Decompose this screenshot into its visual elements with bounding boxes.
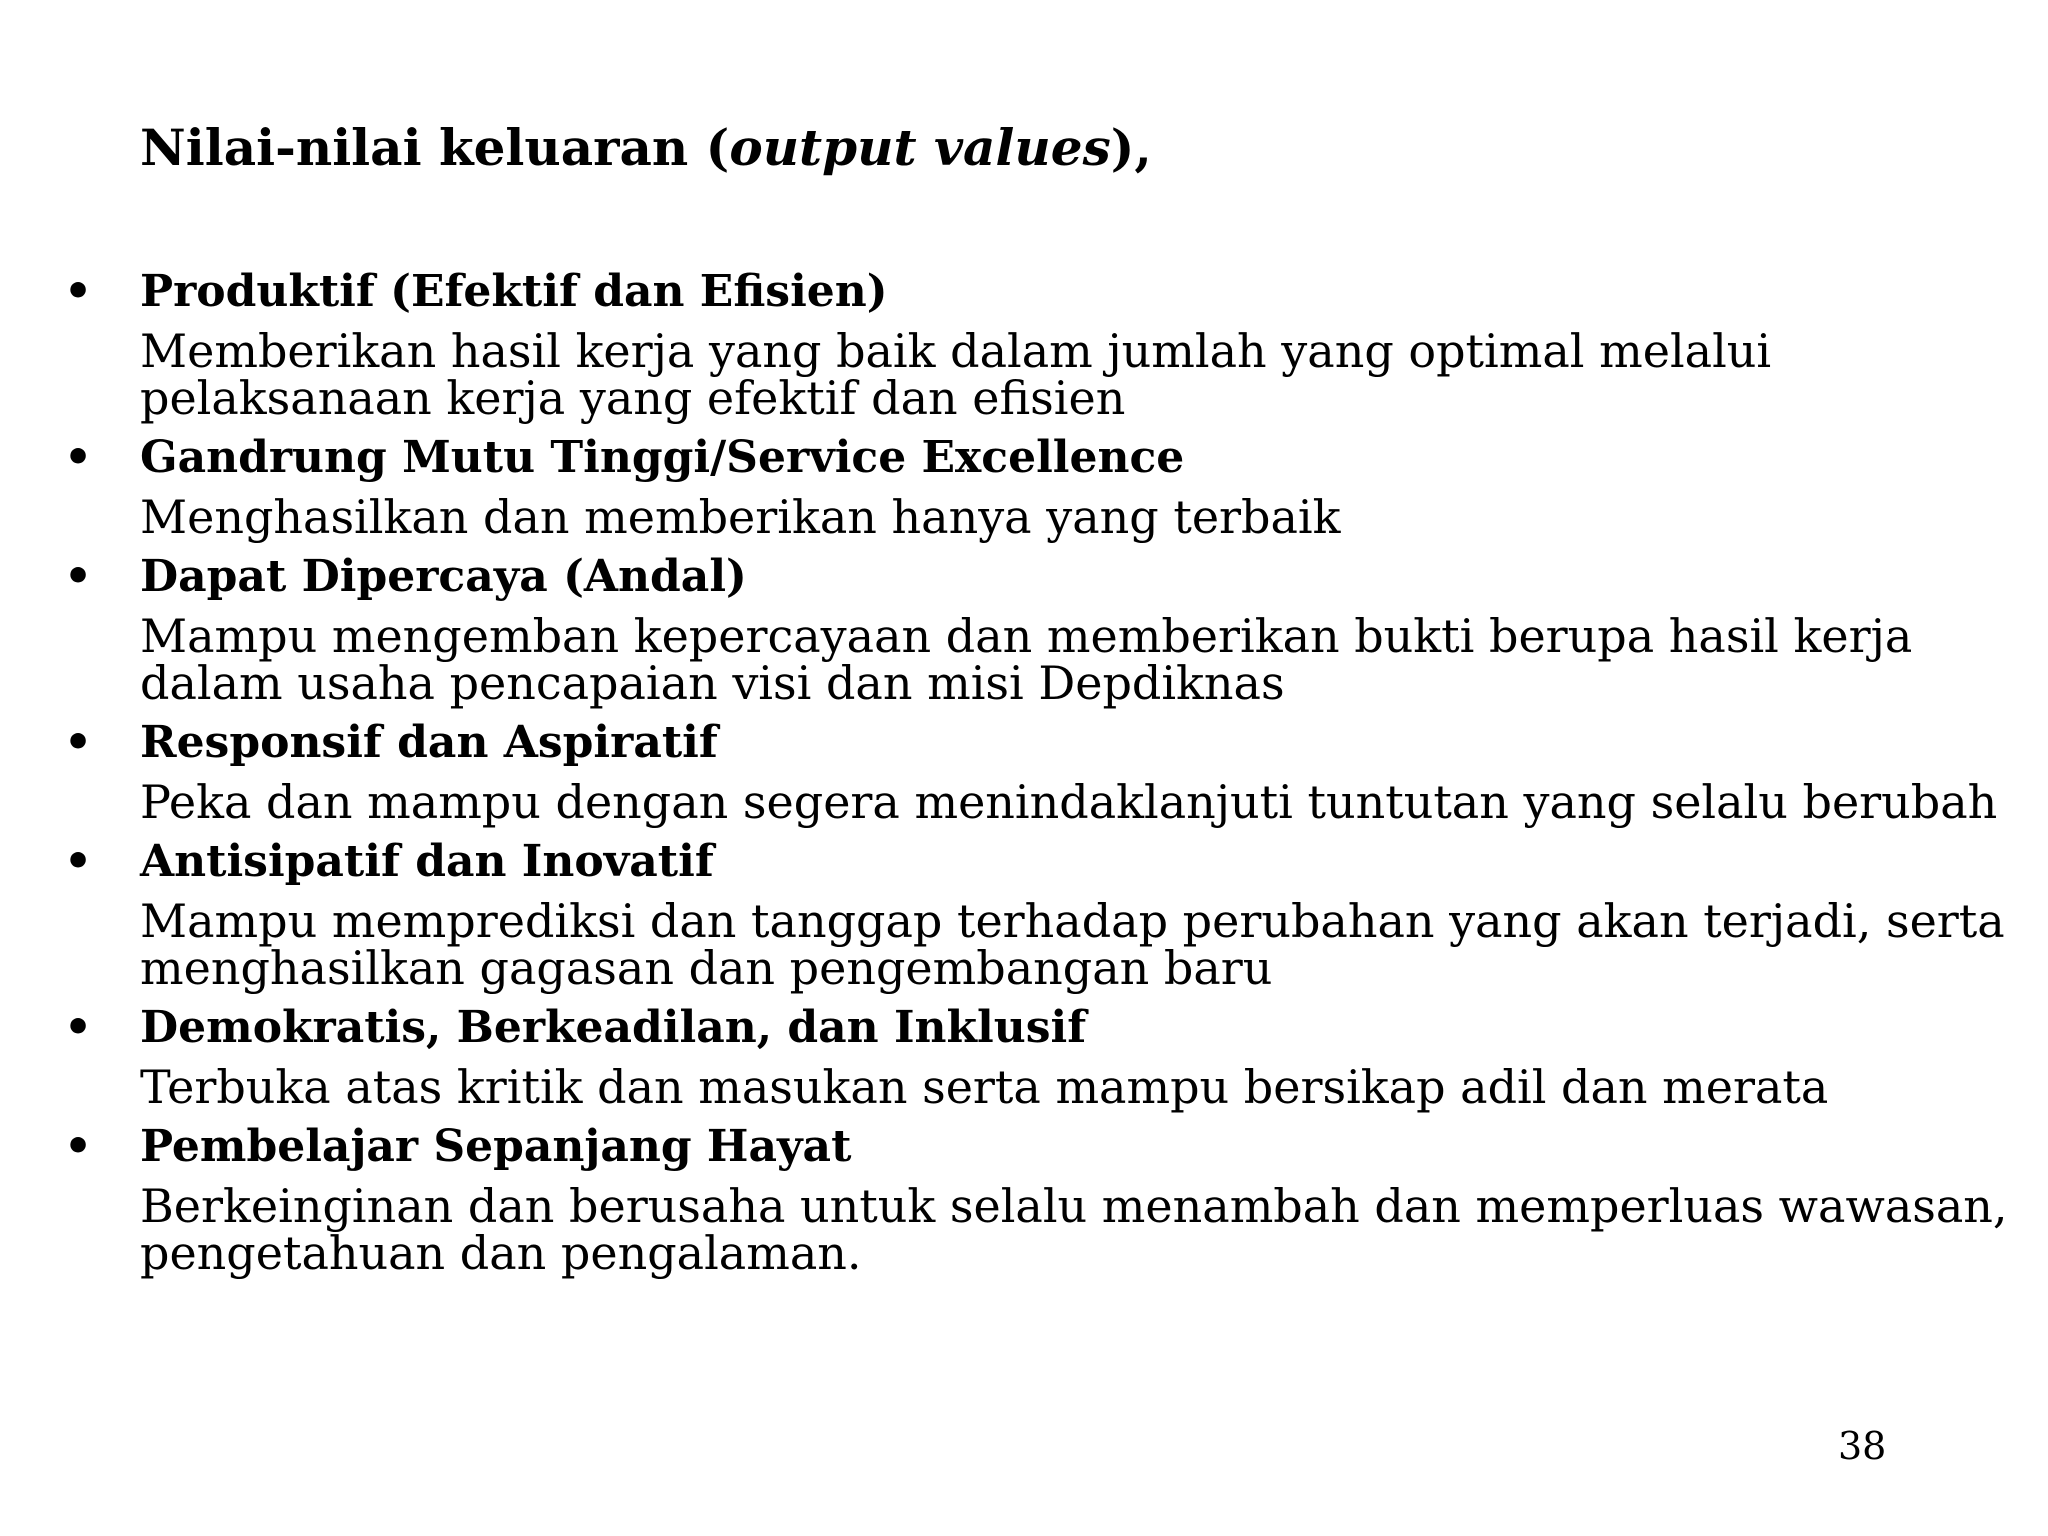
page-number: 38 (1838, 1424, 1887, 1468)
item-description: Mampu mengemban kepercayaan dan memberikan bukti berupa hasil kerja dalam usaha pencapaian visi dan misi Depdiknas (140, 609, 1913, 710)
item-heading: Antisipatif dan Inovatif (140, 836, 714, 887)
item-description: Terbuka atas kritik dan masukan serta mampu bersikap adil dan merata (140, 1060, 1829, 1114)
item-heading: Responsif dan Aspiratif (140, 717, 718, 768)
slide-title (140, 118, 1152, 178)
item-description: Menghasilkan dan memberikan hanya yang terbaik (140, 490, 1341, 544)
title-italic: output values (729, 118, 1111, 177)
item-heading: Demokratis, Berkeadilan, dan Inklusif (140, 1002, 1087, 1053)
list-item (0, 998, 2048, 1117)
item-heading: Produktif (Efektif dan Efisien) (140, 266, 888, 317)
list-item (0, 428, 2048, 547)
item-heading: Pembelajar Sepanjang Hayat (140, 1121, 852, 1172)
title-prefix: Nilai-nilai keluaran ( (140, 118, 730, 177)
item-description: Berkeinginan dan berusaha untuk selalu menambah dan memperluas wawasan, pengetahuan dan pengalaman. (140, 1179, 2008, 1280)
list-item (0, 1117, 2048, 1283)
bullet-icon: • (64, 836, 93, 887)
title-suffix: ), (1110, 118, 1152, 177)
bullet-icon: • (64, 717, 93, 768)
item-description: Memberikan hasil kerja yang baik dalam jumlah yang optimal melalui pelaksanaan kerja yang efektif dan efisien (140, 324, 1772, 425)
bullet-icon: • (64, 1002, 93, 1053)
bullet-icon: • (64, 551, 93, 602)
value-list (0, 262, 2048, 1283)
item-description: Mampu memprediksi dan tanggap terhadap perubahan yang akan terjadi, serta menghasilkan gagasan dan pengembangan baru (140, 894, 2005, 995)
list-item (0, 713, 2048, 832)
item-heading: Dapat Dipercaya (Andal) (140, 551, 747, 602)
item-heading: Gandrung Mutu Tinggi/Service Excellence (140, 432, 1185, 483)
list-item (0, 547, 2048, 713)
item-description: Peka dan mampu dengan segera menindaklanjuti tuntutan yang selalu berubah (140, 775, 1998, 829)
bullet-icon: • (64, 432, 93, 483)
list-item (0, 832, 2048, 998)
list-item (0, 262, 2048, 428)
bullet-icon: • (64, 1121, 93, 1172)
bullet-icon: • (64, 266, 93, 317)
